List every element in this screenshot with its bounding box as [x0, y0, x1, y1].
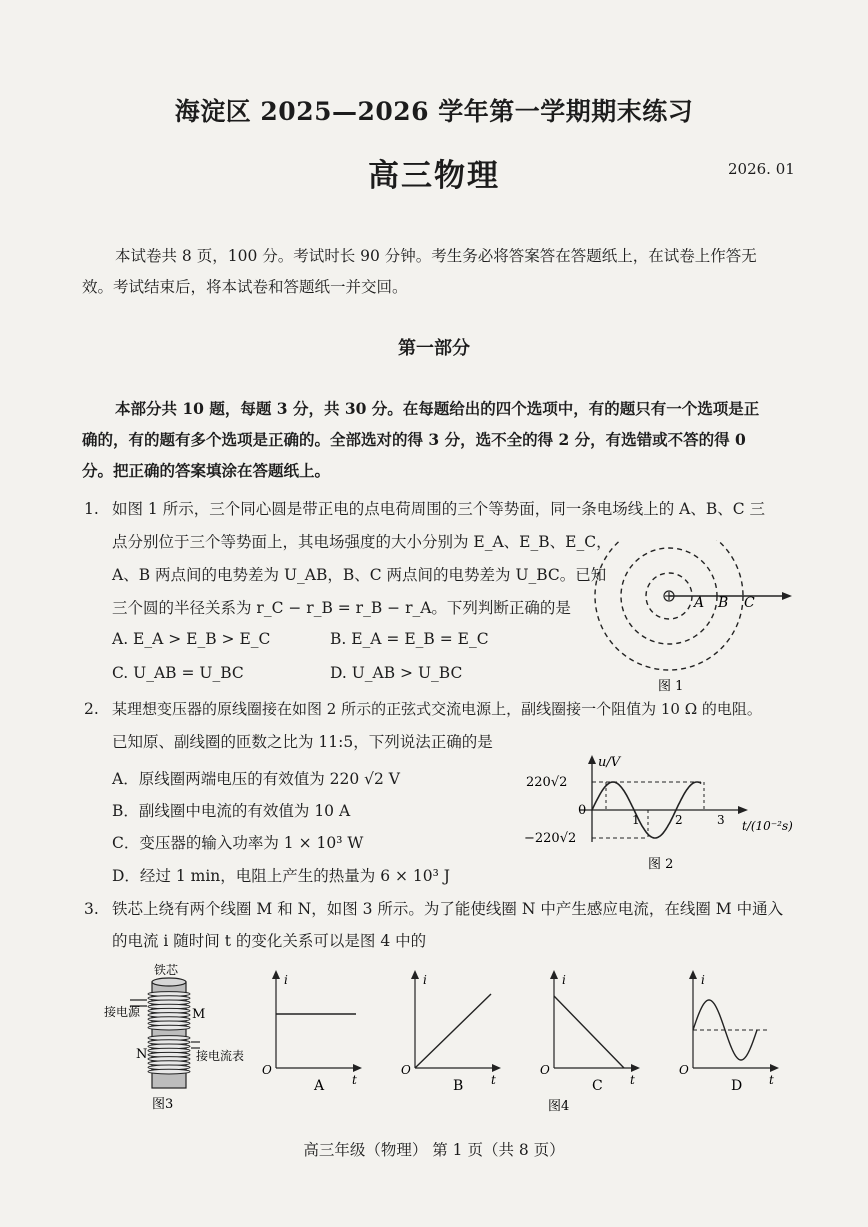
fig2-tick-2: 2: [675, 813, 683, 827]
svg-text:t: t: [352, 1073, 357, 1087]
svg-text:O: O: [262, 1063, 272, 1077]
svg-text:t: t: [491, 1073, 496, 1087]
point-c-label: C: [744, 595, 755, 611]
graph-c: [540, 970, 640, 1094]
exam-subject: 高三物理: [368, 158, 500, 194]
q3-number: 3.: [84, 900, 99, 918]
coil-n-label: N: [136, 1047, 148, 1062]
figure-1-concentric-circles: [592, 540, 798, 700]
coil-m-label: M: [192, 1007, 206, 1022]
q2-line2: 已知原、副线圈的匝数之比为 11:5，下列说法正确的是: [112, 733, 493, 751]
q1-option-c: C. U_AB = U_BC: [112, 664, 244, 682]
q3-line2: 的电流 i 随时间 t 的变化关系可以是图 4 中的: [112, 932, 427, 950]
q2-option-c: C．变压器的输入功率为 1 × 10³ W: [112, 834, 364, 852]
coil-n: [148, 1036, 190, 1074]
graph-d-label: D: [731, 1078, 743, 1094]
svg-text:O: O: [679, 1063, 689, 1077]
meter-label: 接电流表: [196, 1049, 245, 1063]
q2-number: 2.: [84, 700, 99, 718]
figure-2-caption: 图 2: [648, 857, 674, 872]
svg-text:O: O: [540, 1063, 550, 1077]
svg-text:O: O: [401, 1063, 411, 1077]
exam-date: 2026. 01: [728, 160, 795, 178]
q2-option-a: A．原线圈两端电压的有效值为 220 √2 V: [112, 770, 400, 788]
graph-a: [262, 970, 362, 1094]
graph-c-label: C: [592, 1078, 603, 1094]
coil-turn: [148, 1069, 190, 1074]
figure-3-caption: 图3: [152, 1097, 174, 1112]
fig2-origin: 0: [578, 803, 587, 818]
fig2-ymin: −220√2: [524, 831, 577, 846]
core-label: 铁芯: [154, 963, 179, 977]
svg-text:i: i: [423, 973, 427, 987]
figure-1-caption: 图 1: [658, 679, 684, 694]
graph-b: [401, 970, 501, 1094]
q1-line3: A、B 两点间的电势差为 U_AB，B、C 两点间的电势差为 U_BC。已知: [112, 566, 607, 584]
coil-turn: [148, 1025, 190, 1030]
fig2-tick-3: 3: [717, 813, 725, 827]
graph-d: [679, 970, 779, 1094]
q2-line1: 某理想变压器的原线圈接在如图 2 所示的正弦式交流电源上，副线圈接一个阻值为 10 Ω 的电阻。: [112, 700, 762, 718]
fig2-ylabel: u/V: [598, 755, 621, 770]
q1-option-a: A. E_A > E_B > E_C: [112, 630, 271, 648]
graph-a-label: A: [314, 1078, 325, 1094]
fig2-ymax: 220√2: [526, 775, 568, 790]
part1-desc-line3: 分。把正确的答案填涂在答题纸上。: [82, 461, 331, 480]
svg-text:i: i: [284, 973, 288, 987]
figure-4-current-graphs: [256, 964, 796, 1114]
part1-desc-line1: 本部分共 10 题，每题 3 分，共 30 分。在每题给出的四个选项中，有的题只有一个选项是正: [115, 399, 760, 418]
q1-option-b: B. E_A = E_B = E_C: [330, 630, 489, 648]
figure-2-voltage-graph: [520, 752, 810, 880]
q2-option-d: D．经过 1 min，电阻上产生的热量为 6 × 10³ J: [112, 867, 450, 885]
field-arrow-icon: [782, 592, 792, 600]
q1-option-d: D. U_AB > U_BC: [330, 664, 463, 682]
q1-line2: 点分别位于三个等势面上，其电场强度的大小分别为 E_A、E_B、E_C，: [112, 533, 612, 551]
svg-text:i: i: [701, 973, 705, 987]
page-footer: 高三年级（物理） 第 1 页（共 8 页）: [303, 1141, 565, 1159]
figure-4-caption: 图4: [548, 1099, 570, 1114]
fig2-tick-1: 1: [632, 813, 640, 827]
coil-m: [148, 992, 190, 1030]
q3-line1: 铁芯上绕有两个线圈 M 和 N，如图 3 所示。为了能使线圈 N 中产生感应电流，在线圈 M 中通入: [112, 900, 784, 918]
instructions-line2: 效。考试结束后，将本试卷和答题纸一并交回。: [82, 278, 408, 296]
power-label: 接电源: [104, 1005, 141, 1019]
part1-desc-line2: 确的，有的题有多个选项是正确的。全部选对的得 3 分，选不全的得 2 分，有选错或不答的得 0: [82, 430, 746, 449]
svg-text:i: i: [562, 973, 566, 987]
exam-title: 海淀区 2025—2026 学年第一学期期末练习: [174, 97, 694, 126]
section-title: 第一部分: [398, 338, 470, 359]
point-b-label: B: [718, 595, 729, 611]
instructions-line1: 本试卷共 8 页，100 分。考试时长 90 分钟。考生务必将答案答在答题纸上，在试卷上作答无: [115, 247, 757, 265]
q1-line4: 三个圆的半径关系为 r_C − r_B = r_B − r_A。下列判断正确的是: [112, 599, 571, 617]
svg-text:t: t: [630, 1073, 635, 1087]
graph-b-rising-line: [415, 994, 491, 1068]
figure-3-coils: [100, 960, 250, 1115]
svg-text:t: t: [769, 1073, 774, 1087]
point-a-label: A: [694, 595, 705, 611]
q1-line1: 如图 1 所示，三个同心圆是带正电的点电荷周围的三个等势面，同一条电场线上的 A、B、C 三: [112, 500, 766, 518]
q2-option-b: B．副线圈中电流的有效值为 10 A: [112, 802, 351, 820]
q1-number: 1.: [84, 500, 99, 518]
graph-c-falling-line: [554, 996, 624, 1068]
graph-b-label: B: [453, 1078, 464, 1094]
fig2-xlabel: t/(10⁻²s): [742, 819, 793, 833]
